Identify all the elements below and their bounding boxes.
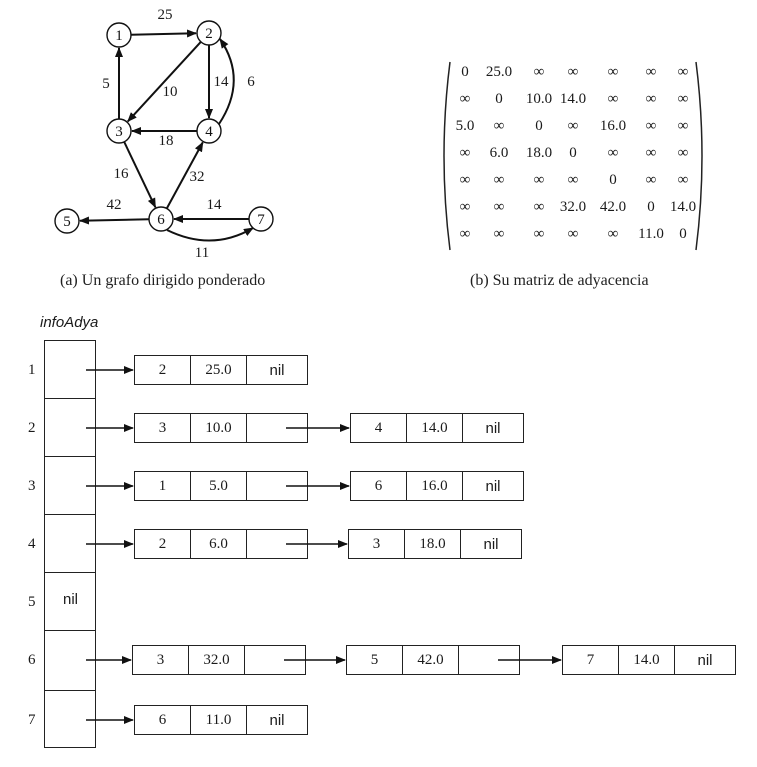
matrix-cell-2-5: ∞ bbox=[607, 91, 619, 107]
node-next: nil bbox=[483, 535, 499, 553]
row-index-5: 5 bbox=[28, 594, 36, 610]
matrix-cell-4-4: 0 bbox=[569, 145, 577, 161]
edge-weight-6-7: 14 bbox=[206, 197, 222, 213]
node-next bbox=[459, 646, 519, 674]
list-node-2-2 bbox=[350, 413, 524, 443]
array-slot-5 bbox=[45, 573, 95, 631]
graph-node-2 bbox=[197, 21, 221, 45]
graph-node-7 bbox=[249, 207, 273, 231]
node-vertex: 6 bbox=[135, 706, 191, 734]
graph-node-label: 2 bbox=[205, 26, 213, 42]
matrix-cell-1-1: 0 bbox=[461, 64, 469, 80]
matrix-cell-2-6: ∞ bbox=[645, 91, 657, 107]
node-next: nil bbox=[269, 361, 285, 379]
matrix-cell-7-4: ∞ bbox=[567, 226, 579, 242]
graph-caption: (a) Un grafo dirigido ponderado bbox=[60, 272, 266, 289]
matrix-cell-2-3: 10.0 bbox=[525, 91, 553, 107]
edge-weight-7-6: 11 bbox=[194, 245, 210, 260]
list-node-7-1 bbox=[134, 705, 308, 735]
edge-weight-2-4: 14 bbox=[213, 74, 229, 90]
graph-node-label: 7 bbox=[257, 212, 265, 228]
weighted-digraph bbox=[0, 0, 360, 260]
node-weight: 6.0 bbox=[191, 530, 247, 558]
matrix-cell-3-7: ∞ bbox=[677, 118, 689, 134]
graph-node-label: 5 bbox=[63, 214, 71, 230]
list-node-4-2 bbox=[348, 529, 522, 559]
array-slot-4 bbox=[45, 515, 95, 573]
matrix-caption: (b) Su matriz de adyacencia bbox=[470, 272, 649, 289]
matrix-cell-5-1: ∞ bbox=[459, 172, 471, 188]
node-weight: 16.0 bbox=[407, 472, 463, 500]
edge-weight-6-4: 32 bbox=[189, 169, 205, 185]
node-vertex: 2 bbox=[135, 530, 191, 558]
matrix-cell-6-1: ∞ bbox=[459, 199, 471, 215]
matrix-cell-5-3: ∞ bbox=[533, 172, 545, 188]
node-vertex: 3 bbox=[133, 646, 189, 674]
matrix-cell-6-3: ∞ bbox=[533, 199, 545, 215]
edge-2-3 bbox=[128, 42, 201, 122]
matrix-cell-7-1: ∞ bbox=[459, 226, 471, 242]
array-slot-7 bbox=[45, 691, 95, 749]
header-array bbox=[44, 340, 96, 748]
node-vertex: 1 bbox=[135, 472, 191, 500]
row-index-1: 1 bbox=[28, 362, 36, 378]
matrix-cell-1-4: ∞ bbox=[567, 64, 579, 80]
node-next bbox=[247, 414, 307, 442]
array-slot-1 bbox=[45, 341, 95, 399]
node-next: nil bbox=[485, 419, 501, 437]
array-slot-2 bbox=[45, 399, 95, 457]
matrix-cell-6-2: ∞ bbox=[493, 199, 505, 215]
matrix-cell-3-3: 0 bbox=[535, 118, 543, 134]
matrix-cell-1-3: ∞ bbox=[533, 64, 545, 80]
matrix-cell-6-6: 0 bbox=[647, 199, 655, 215]
matrix-cell-1-7: ∞ bbox=[677, 64, 689, 80]
matrix-cell-5-2: ∞ bbox=[493, 172, 505, 188]
matrix-cell-7-7: 0 bbox=[679, 226, 687, 242]
matrix-cell-3-2: ∞ bbox=[493, 118, 505, 134]
row-index-2: 2 bbox=[28, 420, 36, 436]
matrix-cell-4-6: ∞ bbox=[645, 145, 657, 161]
edge-weight-3-6: 16 bbox=[113, 166, 129, 182]
matrix-cell-5-5: 0 bbox=[609, 172, 617, 188]
list-node-6-1 bbox=[132, 645, 306, 675]
node-vertex: 4 bbox=[351, 414, 407, 442]
node-weight: 42.0 bbox=[403, 646, 459, 674]
node-vertex: 7 bbox=[563, 646, 619, 674]
array-slot-6 bbox=[45, 631, 95, 691]
graph-node-label: 6 bbox=[157, 212, 165, 228]
graph-node-5 bbox=[55, 209, 79, 233]
list-node-3-2 bbox=[350, 471, 524, 501]
row-index-4: 4 bbox=[28, 536, 36, 552]
list-node-6-2 bbox=[346, 645, 520, 675]
matrix-cell-1-6: ∞ bbox=[645, 64, 657, 80]
graph-node-1 bbox=[107, 23, 131, 47]
node-weight: 14.0 bbox=[407, 414, 463, 442]
matrix-cell-6-7: 14.0 bbox=[669, 199, 697, 215]
list-node-2-1 bbox=[134, 413, 308, 443]
matrix-cell-1-5: ∞ bbox=[607, 64, 619, 80]
list-node-1-1 bbox=[134, 355, 308, 385]
matrix-cell-7-5: ∞ bbox=[607, 226, 619, 242]
matrix-cell-4-7: ∞ bbox=[677, 145, 689, 161]
row-index-3: 3 bbox=[28, 478, 36, 494]
graph-node-label: 4 bbox=[205, 124, 213, 140]
node-weight: 5.0 bbox=[191, 472, 247, 500]
adjacency-matrix bbox=[438, 60, 708, 252]
matrix-cell-7-2: ∞ bbox=[493, 226, 505, 242]
matrix-cell-4-1: ∞ bbox=[459, 145, 471, 161]
matrix-cell-3-6: ∞ bbox=[645, 118, 657, 134]
edge-weight-1-2: 25 bbox=[157, 7, 173, 23]
node-vertex: 3 bbox=[349, 530, 405, 558]
node-vertex: 6 bbox=[351, 472, 407, 500]
matrix-cell-5-6: ∞ bbox=[645, 172, 657, 188]
list-node-3-1 bbox=[134, 471, 308, 501]
node-next bbox=[247, 472, 307, 500]
row-index-7: 7 bbox=[28, 712, 36, 728]
graph-node-3 bbox=[107, 119, 131, 143]
array-slot-nil: nil bbox=[63, 591, 79, 608]
row-index-6: 6 bbox=[28, 652, 36, 668]
graph-node-label: 1 bbox=[115, 28, 123, 44]
list-node-6-3 bbox=[562, 645, 736, 675]
matrix-cell-2-7: ∞ bbox=[677, 91, 689, 107]
matrix-cell-4-5: ∞ bbox=[607, 145, 619, 161]
list-title: infoAdya bbox=[40, 314, 99, 331]
node-weight: 11.0 bbox=[191, 706, 247, 734]
edge-weight-3-1: 5 bbox=[102, 76, 110, 92]
matrix-cell-2-1: ∞ bbox=[459, 91, 471, 107]
matrix-cell-7-6: 11.0 bbox=[638, 226, 664, 242]
graph-node-label: 3 bbox=[115, 124, 123, 140]
node-next: nil bbox=[485, 477, 501, 495]
edge-6-7 bbox=[167, 228, 253, 241]
node-vertex: 2 bbox=[135, 356, 191, 384]
node-next bbox=[247, 530, 307, 558]
graph-node-6 bbox=[149, 207, 173, 231]
matrix-cell-5-4: ∞ bbox=[567, 172, 579, 188]
matrix-cell-3-4: ∞ bbox=[567, 118, 579, 134]
node-next: nil bbox=[269, 711, 285, 729]
matrix-cell-2-2: 0 bbox=[495, 91, 503, 107]
node-weight: 10.0 bbox=[191, 414, 247, 442]
node-vertex: 3 bbox=[135, 414, 191, 442]
matrix-cell-5-7: ∞ bbox=[677, 172, 689, 188]
edge-weight-4-3: 18 bbox=[158, 133, 174, 149]
node-weight: 18.0 bbox=[405, 530, 461, 558]
matrix-cell-1-2: 25.0 bbox=[485, 64, 513, 80]
matrix-cell-7-3: ∞ bbox=[533, 226, 545, 242]
matrix-cell-6-4: 32.0 bbox=[559, 199, 587, 215]
matrix-cell-3-1: 5.0 bbox=[455, 118, 475, 134]
edge-3-6 bbox=[124, 142, 155, 207]
matrix-cell-6-5: 42.0 bbox=[599, 199, 627, 215]
node-weight: 32.0 bbox=[189, 646, 245, 674]
node-weight: 25.0 bbox=[191, 356, 247, 384]
array-slot-3 bbox=[45, 457, 95, 515]
list-node-4-1 bbox=[134, 529, 308, 559]
matrix-cell-2-4: 14.0 bbox=[559, 91, 587, 107]
matrix-cell-4-3: 18.0 bbox=[525, 145, 553, 161]
edge-1-2 bbox=[131, 33, 196, 34]
edge-weight-2-3: 10 bbox=[162, 84, 178, 100]
node-vertex: 5 bbox=[347, 646, 403, 674]
edge-weight-4-2: 6 bbox=[247, 74, 255, 90]
node-weight: 14.0 bbox=[619, 646, 675, 674]
edge-weight-6-5: 42 bbox=[106, 197, 122, 213]
matrix-cell-3-5: 16.0 bbox=[599, 118, 627, 134]
graph-node-4 bbox=[197, 119, 221, 143]
node-next: nil bbox=[697, 651, 713, 669]
matrix-cell-4-2: 6.0 bbox=[489, 145, 509, 161]
node-next bbox=[245, 646, 305, 674]
edge-6-5 bbox=[80, 219, 149, 220]
